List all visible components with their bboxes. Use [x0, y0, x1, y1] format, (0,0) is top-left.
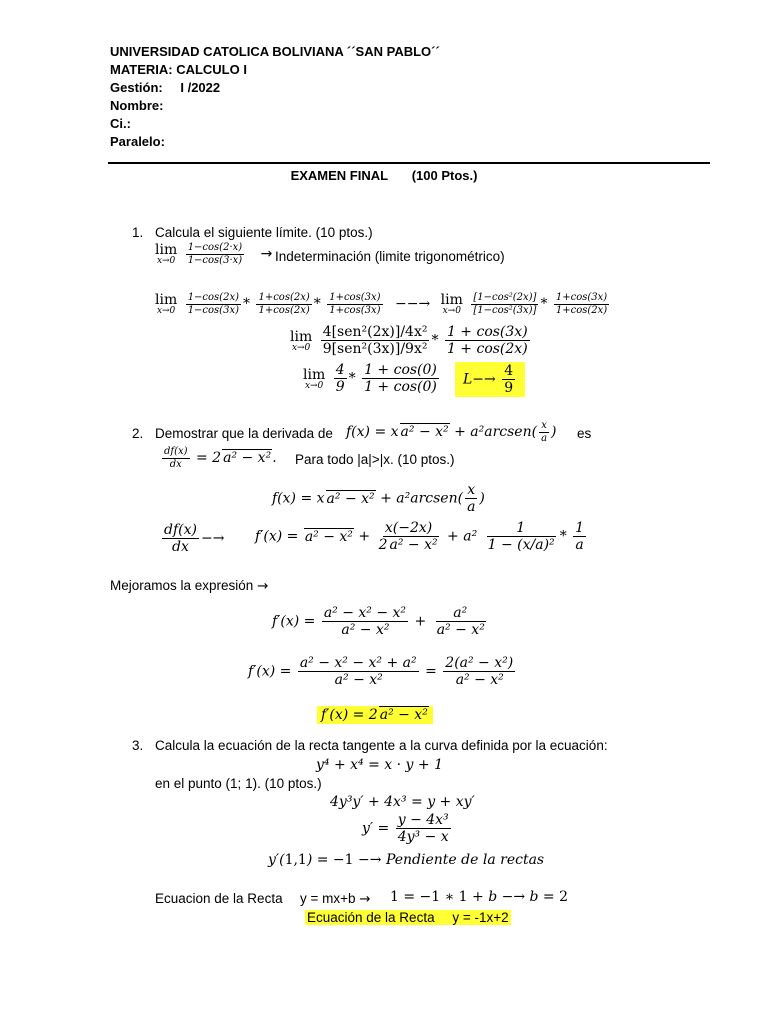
- q2-simplify-2: f′(x) = $\frac{\text{a² − x² − x² + a²}}{\text{a² − x²}}$ = $\frac{\text{2(a² − x²)}}{\text{a² − x²}}$: [248, 655, 514, 689]
- term-value: I /2022: [180, 80, 221, 95]
- term-label: Gestión:: [110, 80, 163, 95]
- q1-step-3: lim x→0 $\frac{4}{9}$ * $\frac{1 + \cos(0)}{1 + \cos(0)}$: [303, 362, 437, 396]
- q2-statement: [132, 426, 333, 441]
- q2-text-b: Para todo |a|>|x. (10 ptos.): [295, 452, 455, 467]
- q2-derivative-claim: $\frac{df(x)}{dx}$ = 2 a² − x².: [164, 446, 277, 470]
- right-arrow-icon: →: [257, 578, 269, 594]
- id-label: Ci.:: [110, 116, 131, 131]
- q1-result: L−→ $\frac{4}{9}$: [455, 362, 525, 397]
- exam-points: (100 Ptos.): [411, 168, 478, 183]
- q3-final: [305, 910, 511, 925]
- q3-line-label: Ecuacion de la Recta: [155, 891, 283, 906]
- q3-statement: [132, 738, 608, 753]
- q1-number: 1.: [132, 225, 144, 240]
- q3-point: en el punto (1; 1). (10 ptos.): [155, 776, 322, 791]
- term: [110, 79, 220, 96]
- q3-final-label: Ecuación de la Recta: [307, 910, 435, 925]
- q3-number: 3.: [132, 738, 144, 753]
- q3-line-form-text: y = mx+b: [300, 891, 356, 906]
- subject: MATERIA: CALCULO I: [110, 62, 247, 77]
- name-label: Nombre:: [110, 98, 164, 113]
- q2-es: es: [577, 426, 592, 441]
- q2-derivative-expansion: f′(x) = a² − x² + $\frac{x(-2x)}{\text{2 a² − x²}}$ + a² $\frac{1}{\text{1 − (x/a)²}}$ * $\frac{1}{a}$: [255, 520, 585, 554]
- q1-note: Indeterminación (limite trigonométrico): [275, 249, 505, 264]
- q3-slope-text: Pendiente de la rectas: [385, 852, 545, 868]
- header-divider: [108, 162, 710, 164]
- q3-intercept: 1 = −1 ∗ 1 + b −→ b = 2: [390, 889, 569, 905]
- right-arrow-icon: →: [359, 891, 371, 907]
- q2-simplify-1: f′(x) = $\frac{\text{a² − x² − x²}}{\text{a² − x²}}$ + $\frac{\text{a²}}{\text{a² − x²}}$: [272, 605, 485, 639]
- q2-result: f′(x) = 2 a² − x²: [317, 706, 433, 724]
- section-label: Paralelo:: [110, 134, 165, 149]
- exam-title: [0, 168, 768, 183]
- q3-curve-equation: y⁴ + x⁴ = x · y + 1: [316, 757, 443, 773]
- q2-function: f(x) = x a² − x² + a²arcsen( $\frac{x}{a}$ ): [346, 420, 557, 444]
- q2-text-a: Demostrar que la derivada de: [155, 426, 333, 441]
- q1-limit-expression: lim x→0 $\frac{1-\cos(2\cdot x)}{1-\cos(3\cdot x)}$ →: [155, 242, 273, 266]
- q3-slope: y′(1,1) = −1 −→ Pendiente de la rectas: [268, 852, 545, 868]
- q2-derivative-step: $\frac{df(x)}{dx}$ −→: [164, 522, 225, 556]
- q1-step-1: lim x→0 $\frac{1-\cos(2x)}{1-\cos(3x)}$ * $\frac{1+\cos(2x)}{1+\cos(2x)}$ * $\frac{1+\cos(3x)}{1+\cos(3x)}$ −−→ lim x→0 $\frac{\text{[1−cos²(2x)]}}{\text{[1−cos²(3x)]}}$ * $\frac{1+\cos(3x)}{1+\cos(2x)}$: [155, 292, 608, 316]
- q1-step-2: lim x→0 $\frac{\text{4[sen²(2x)]/4x²}}{\text{9[sen²(3x)]/9x²}}$ * $\frac{1 + \cos(3x)}{1 + \cos(2x)}$: [290, 324, 528, 358]
- q3-final-eq: y = -1x+2: [452, 910, 509, 925]
- q3-line-form: [300, 891, 371, 907]
- q1-statement: [132, 225, 373, 240]
- q3-implicit-derivative: 4y³y′ + 4x³ = y + xy′: [330, 794, 475, 810]
- q2-improve-text: Mejoramos la expresión: [110, 578, 254, 593]
- exam-title-text: EXAMEN FINAL: [290, 168, 389, 183]
- q2-improve: [110, 578, 268, 594]
- q3-text: Calcula la ecuación de la recta tangente a la curva definida por la ecuación:: [155, 738, 608, 753]
- q2-number: 2.: [132, 426, 144, 441]
- q3-y-prime: y′ = $\frac{\text{y − 4x³}}{\text{4y³ − x}}$: [362, 812, 449, 846]
- q2-function-restated: f(x) = x a² − x² + a²arcsen( $\frac{x}{a}$ ): [272, 482, 485, 516]
- university-name: UNIVERSIDAD CATOLICA BOLIVIANA ´´SAN PABLO´´: [110, 44, 440, 59]
- q1-text: Calcula el siguiente límite. (10 ptos.): [155, 225, 373, 240]
